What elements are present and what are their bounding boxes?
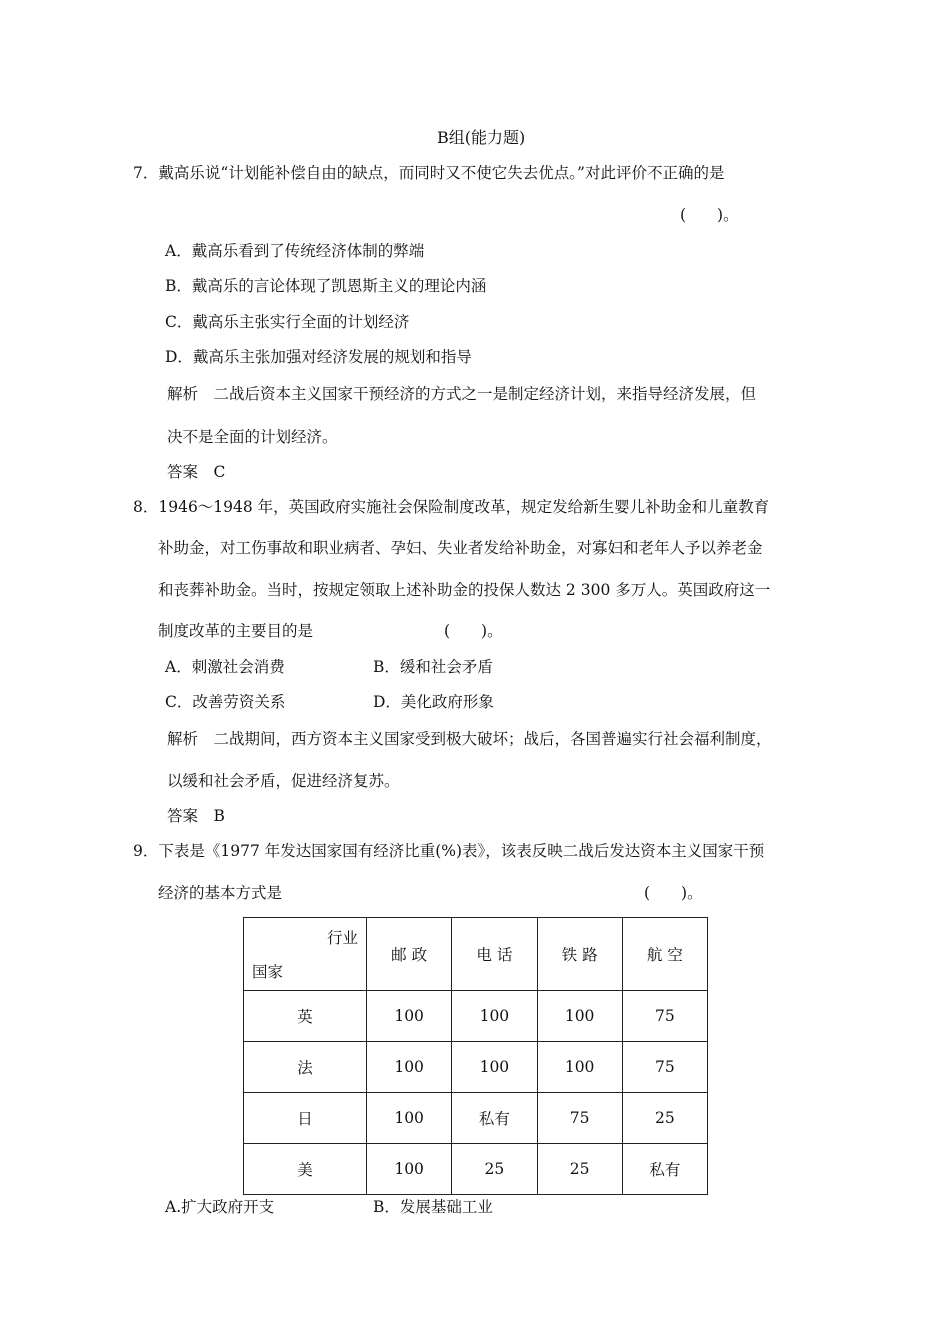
table-cell: 25 bbox=[452, 1144, 537, 1195]
q9-answer-bracket: ( )。 bbox=[644, 884, 703, 902]
table-row bbox=[244, 1144, 708, 1195]
q8-analysis-line1: 解析 二战期间，西方资本主义国家受到极大破坏；战后，各国普遍实行社会福利制度， bbox=[167, 730, 772, 748]
table-cell: 100 bbox=[452, 991, 537, 1042]
section-title: B组(能力题) bbox=[437, 128, 526, 147]
q8-option-d: D．美化政府形象 bbox=[373, 693, 494, 711]
q8-answer-bracket: ( )。 bbox=[444, 622, 503, 640]
table-cell: 75 bbox=[622, 1042, 707, 1093]
table-cell: 100 bbox=[452, 1042, 537, 1093]
q8-stem-line1: 8．1946～1948 年，英国政府实施社会保险制度改革，规定发给新生婴儿补助金和儿童教育 bbox=[133, 498, 770, 516]
q9-option-b: B．发展基础工业 bbox=[373, 1198, 493, 1216]
table-cell: 100 bbox=[367, 1042, 452, 1093]
q8-stem-line3: 和丧葬补助金。当时，按规定领取上述补助金的投保人数达 2 300 多万人。英国政府这一 bbox=[158, 581, 771, 599]
row-country: 英 bbox=[244, 991, 367, 1042]
q8-stem-line4: 制度改革的主要目的是 bbox=[158, 622, 314, 640]
corner-label-industry: 行业 bbox=[326, 929, 358, 947]
table-cell: 75 bbox=[622, 991, 707, 1042]
table-cell: 75 bbox=[537, 1093, 622, 1144]
q7-answer-bracket: ( )。 bbox=[680, 206, 739, 224]
q9-option-a: A.扩大政府开支 bbox=[165, 1198, 275, 1216]
column-header: 航 空 bbox=[622, 918, 707, 991]
q7-analysis-line1: 解析 二战后资本主义国家干预经济的方式之一是制定经济计划，来指导经济发展，但 bbox=[167, 385, 757, 403]
q7-option-b: B．戴高乐的言论体现了凯恩斯主义的理论内涵 bbox=[165, 277, 487, 295]
q8-option-a: A．刺激社会消费 bbox=[165, 658, 285, 676]
table-row bbox=[244, 991, 708, 1042]
table-cell: 100 bbox=[367, 991, 452, 1042]
q8-option-b: B．缓和社会矛盾 bbox=[373, 658, 493, 676]
column-header: 铁 路 bbox=[537, 918, 622, 991]
row-country: 美 bbox=[244, 1144, 367, 1195]
table-corner-cell bbox=[244, 918, 367, 991]
table-row bbox=[244, 1042, 708, 1093]
q7-answer: 答案 C bbox=[167, 463, 226, 481]
q7-option-a: A．戴高乐看到了传统经济体制的弊端 bbox=[165, 242, 425, 260]
table-cell: 100 bbox=[537, 991, 622, 1042]
q7-option-d: D．戴高乐主张加强对经济发展的规划和指导 bbox=[165, 348, 472, 366]
column-header: 电 话 bbox=[452, 918, 537, 991]
table-cell: 25 bbox=[537, 1144, 622, 1195]
q7-stem: 7．戴高乐说“计划能补偿自由的缺点，而同时又不使它失去优点。”对此评价不正确的是 bbox=[133, 164, 725, 182]
table-header-row bbox=[244, 918, 708, 991]
q8-stem-line2: 补助金，对工伤事故和职业病者、孕妇、失业者发给补助金，对寡妇和老年人予以养老金 bbox=[158, 539, 763, 557]
q9-stem-line2: 经济的基本方式是 bbox=[158, 884, 283, 902]
table-row bbox=[244, 1093, 708, 1144]
q8-answer: 答案 B bbox=[167, 807, 225, 825]
q7-option-c: C．戴高乐主张实行全面的计划经济 bbox=[165, 313, 410, 331]
q9-stem-line1: 9．下表是《1977 年发达国家国有经济比重(%)表》，该表反映二战后发达资本主义国家干预 bbox=[133, 842, 765, 860]
q8-option-c: C．改善劳资关系 bbox=[165, 693, 286, 711]
row-country: 日 bbox=[244, 1093, 367, 1144]
table-cell: 私有 bbox=[452, 1093, 537, 1144]
table-cell: 25 bbox=[622, 1093, 707, 1144]
table-cell: 100 bbox=[367, 1144, 452, 1195]
table-cell: 100 bbox=[367, 1093, 452, 1144]
corner-label-country: 国家 bbox=[252, 963, 284, 981]
q7-analysis-line2: 决不是全面的计划经济。 bbox=[167, 428, 338, 446]
row-country: 法 bbox=[244, 1042, 367, 1093]
table-cell: 100 bbox=[537, 1042, 622, 1093]
state-economy-table bbox=[243, 917, 708, 1195]
table-cell: 私有 bbox=[622, 1144, 707, 1195]
column-header: 邮 政 bbox=[367, 918, 452, 991]
q8-analysis-line2: 以缓和社会矛盾，促进经济复苏。 bbox=[167, 772, 400, 790]
